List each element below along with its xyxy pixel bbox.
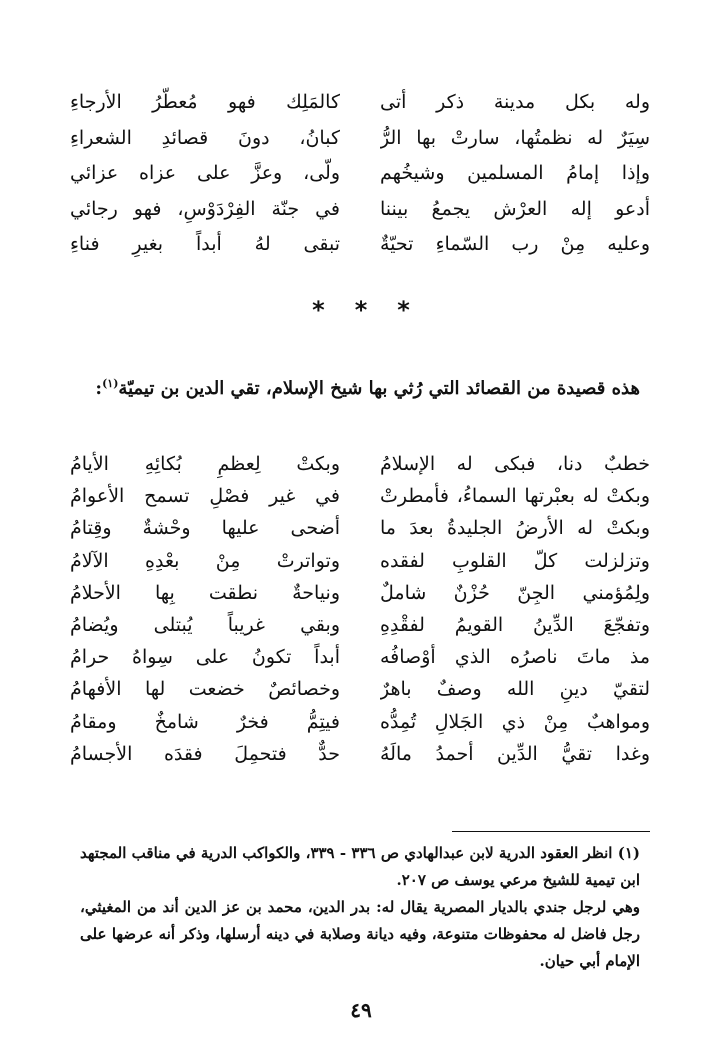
verse-first-hemistich: وعليه مِنْ رب السّماءِ تحيّةٌ (380, 233, 650, 255)
poem-top (70, 85, 650, 263)
verse-second-hemistich: ولّى، وعزَّ على عزاه عزائي (70, 162, 340, 184)
poem-introduction (80, 368, 640, 405)
verse-second-hemistich: وبقي غريباً يُبتلى ويُضامُ (70, 613, 340, 636)
verse-first-hemistich: وبكتْ له الأرضُ الجليدةُ بعدَ ما (380, 517, 650, 540)
verse-first-hemistich: ومواهبٌ مِنْ ذي الجَلالِ تُمِدُّه (380, 710, 650, 733)
footnote-1: (١) انظر العقود الدرية لابن عبدالهادي ص ٣٣٦ - ٣٣٩، والكواكب الدرية في مناقب المجتهد ابن تيمية للشيخ مرعي يوسف ص ٢٠٧. (80, 844, 640, 889)
footnote-ref: (١) (102, 377, 119, 390)
verse-first-hemistich: وإذا إمامُ المسلمين وشيخُهم (380, 162, 650, 184)
verse-first-hemistich: سِيَرٌ له نظمتُها، سارتْ بها الرُّ (380, 126, 650, 149)
verse-second-hemistich: فيتِمُّ فخرٌ شامخٌ ومقامُ (70, 710, 340, 733)
asterisk: * (312, 296, 325, 324)
verse-first-hemistich: ولِمُؤمني الجِنّ حُزْنٌ شاملٌ (380, 581, 650, 604)
verse-second-hemistich: في جنّة الفِرْدَوْسِ، فهو رجائي (70, 197, 340, 220)
footnote-divider (452, 831, 650, 832)
verse-second-hemistich: ونياحةٌ نطقت بِها الأحلامُ (70, 581, 340, 604)
intro-text: هذه قصيدة من القصائد التي رُثي بها شيخ الإسلام، تقي الدين بن تيميّة (118, 378, 640, 399)
verse-second-hemistich: وخصائصٌ خضعت لها الأفهامُ (70, 678, 340, 701)
verse-second-hemistich: في غير فصْلِ تسمح الأعوامُ (70, 485, 340, 508)
verse-second-hemistich: كبانُ، دونَ قصائدِ الشعراءِ (70, 126, 340, 149)
verse-second-hemistich: أضحى عليها وحْشةٌ وقِتامُ (70, 517, 340, 540)
verse-second-hemistich: حدٌّ فتحمِلَ فقدَه الأجسامُ (70, 742, 340, 765)
asterisk: * (397, 296, 410, 324)
footnotes (80, 840, 640, 975)
verse-second-hemistich: وبكتْ لِعظمِ بُكائِهِ الأيامُ (70, 453, 340, 475)
section-separator (0, 296, 722, 324)
poem-elegy (70, 448, 650, 770)
verse-second-hemistich: تبقى لهُ أبداً بغيرِ فناءِ (70, 233, 340, 255)
verse-second-hemistich: وتواترتْ مِنْ بعْدِهِ الآلامُ (70, 549, 340, 572)
verse-first-hemistich: وبكتْ له بعبْرتها السماءُ، فأمطرتْ (380, 485, 650, 508)
page-number: ٤٩ (350, 998, 372, 1022)
verse-first-hemistich: وتفجّعَ الدِّينُ القويمُ لفقْدِهِ (380, 613, 650, 636)
verse-second-hemistich: كالمَلِك فهو مُعطّرُ الأرجاءِ (70, 91, 340, 113)
verse-first-hemistich: لتقيّ دينِ الله وصفٌ باهرٌ (380, 678, 650, 701)
footnote-continuation: وهي لرجل جندي بالديار المصرية يقال له: بدر الدين، محمد بن عز الدين أند من المغيثي، رجل فاضل له محفوظات متنوعة، وفيه ديانة وصلابة في دينه أرسلها، وذكر أنه عرضها على الإمام أبي حيان. (80, 898, 640, 970)
asterisk: * (354, 296, 368, 324)
verse-first-hemistich: أدعو إله العرْش يجمعُ بيننا (380, 197, 650, 220)
verse-first-hemistich: وله بكل مدينة ذكر أتى (380, 91, 650, 113)
verse-first-hemistich: خطبٌ دنا، فبكى له الإسلامُ (380, 453, 650, 475)
verse-first-hemistich: وتزلزلت كلّ القلوبِ لفقده (380, 549, 650, 572)
verse-first-hemistich: وغدا تقيُّ الدِّين أحمدُ مالَهُ (380, 742, 650, 765)
verse-second-hemistich: أبداً تكونُ على سِواهُ حرامُ (70, 646, 340, 669)
intro-colon: : (95, 378, 103, 399)
verse-first-hemistich: مذ ماتَ ناصرُه الذي أوْصافُه (380, 646, 650, 669)
